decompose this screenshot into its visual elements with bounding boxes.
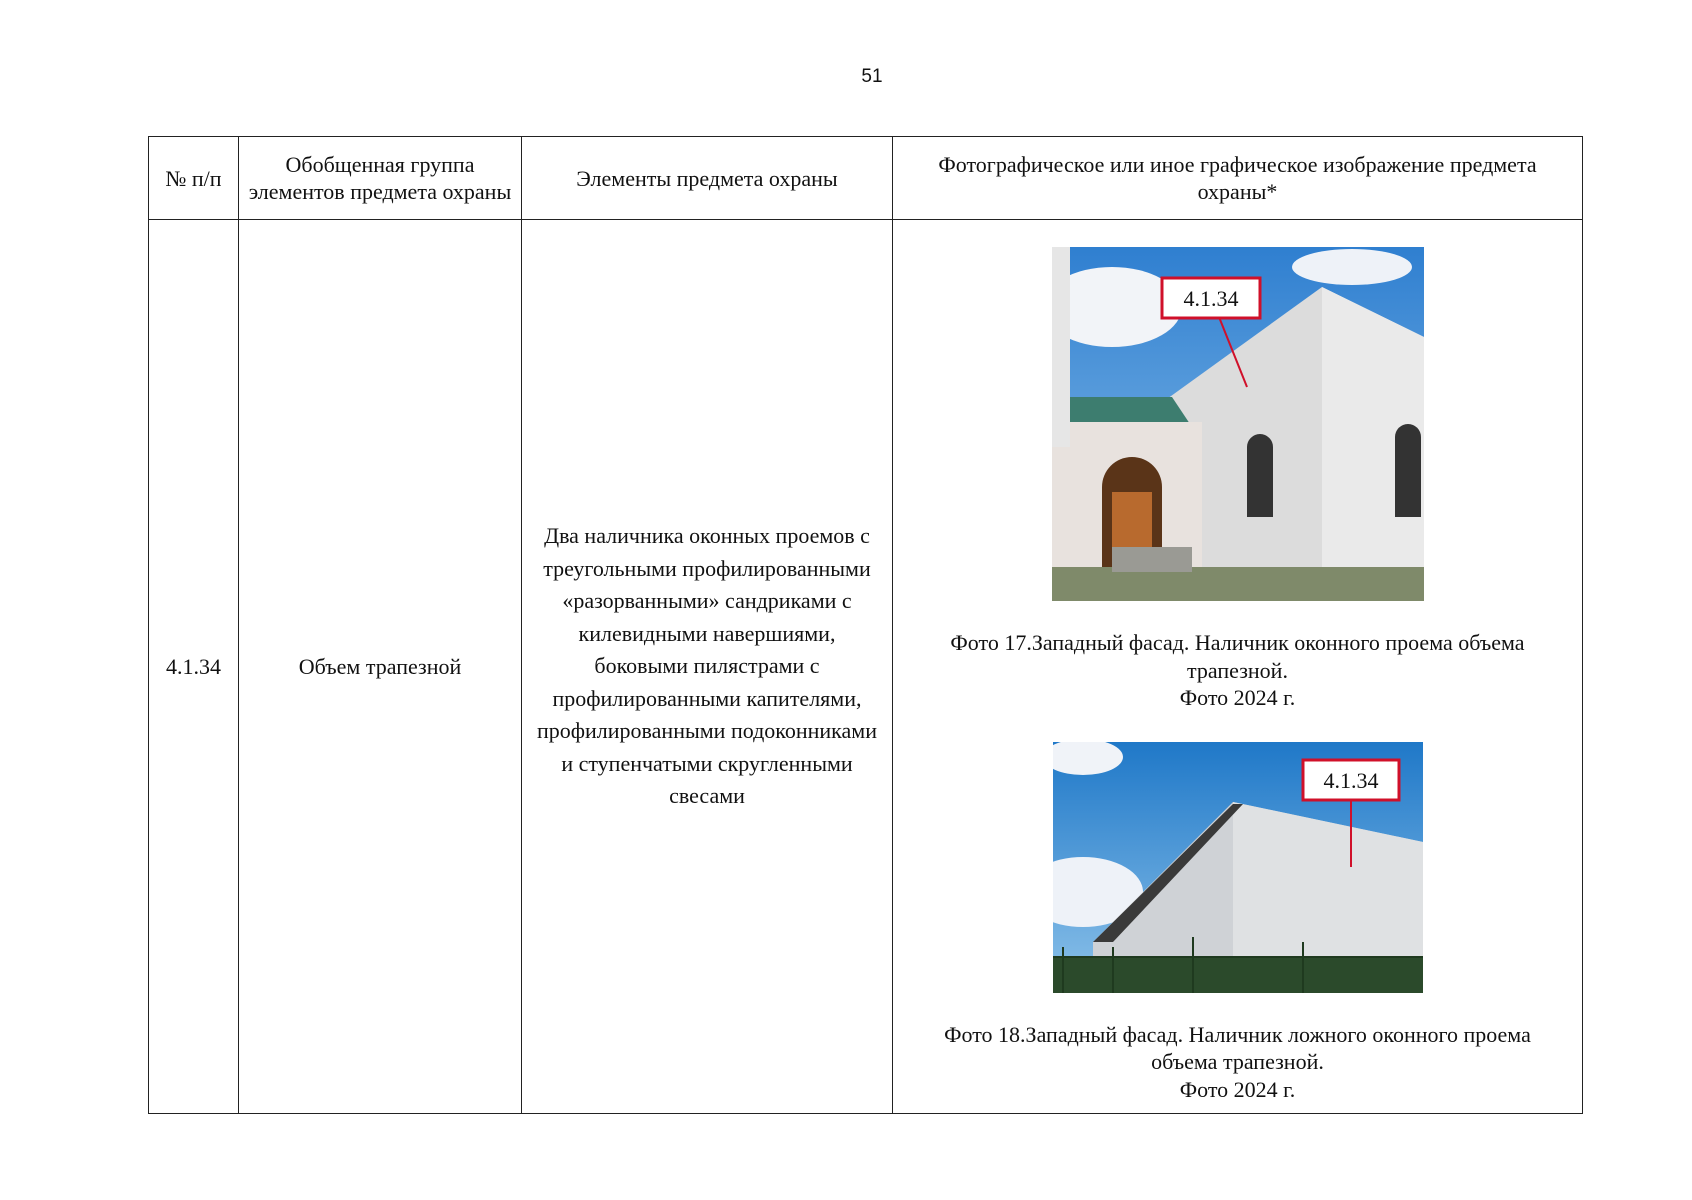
photo-18-caption-line3: Фото 2024 г. [1179, 1076, 1296, 1102]
header-group: Обобщенная группа элементов предмета охраны [239, 137, 522, 220]
protection-subject-table [148, 136, 1583, 1114]
table-header-row [149, 137, 1583, 220]
photo-17-label: 4.1.34 [1183, 286, 1238, 311]
header-elements: Элементы предмета охраны [522, 137, 893, 220]
photo-18 [1053, 742, 1423, 993]
photo-18-caption-line1: Фото 18.Западный фасад. Наличник ложного оконного проема [944, 1021, 1531, 1047]
row-photos [893, 220, 1583, 1114]
photo-18-caption-line2: объема трапезной. [1151, 1049, 1324, 1074]
table-row [149, 220, 1583, 1114]
row-elements: Два наличника оконных проемов с треугольными профилированными «разорванными» сандриками с килевидными навершиями, боковыми пилястрами с профилированными капителями, профилированными подоконниками и ступенчатыми скругленными свесами [522, 220, 893, 1114]
header-photo: Фотографическое или иное графическое изображение предмета охраны* [893, 137, 1583, 220]
photo-17-caption-line3: Фото 2024 г. [1179, 685, 1296, 710]
photo-17 [1052, 247, 1424, 601]
photo-17-caption-line1: Фото 17.Западный фасад. Наличник оконного проема объема [950, 630, 1525, 655]
row-group: Объем трапезной [239, 220, 522, 1114]
page-number: 51 [861, 66, 883, 87]
photo-18-label: 4.1.34 [1323, 767, 1378, 793]
photo-17-caption-line2: трапезной. [1187, 657, 1288, 683]
header-number: № п/п [149, 137, 239, 220]
row-number: 4.1.34 [149, 220, 239, 1114]
